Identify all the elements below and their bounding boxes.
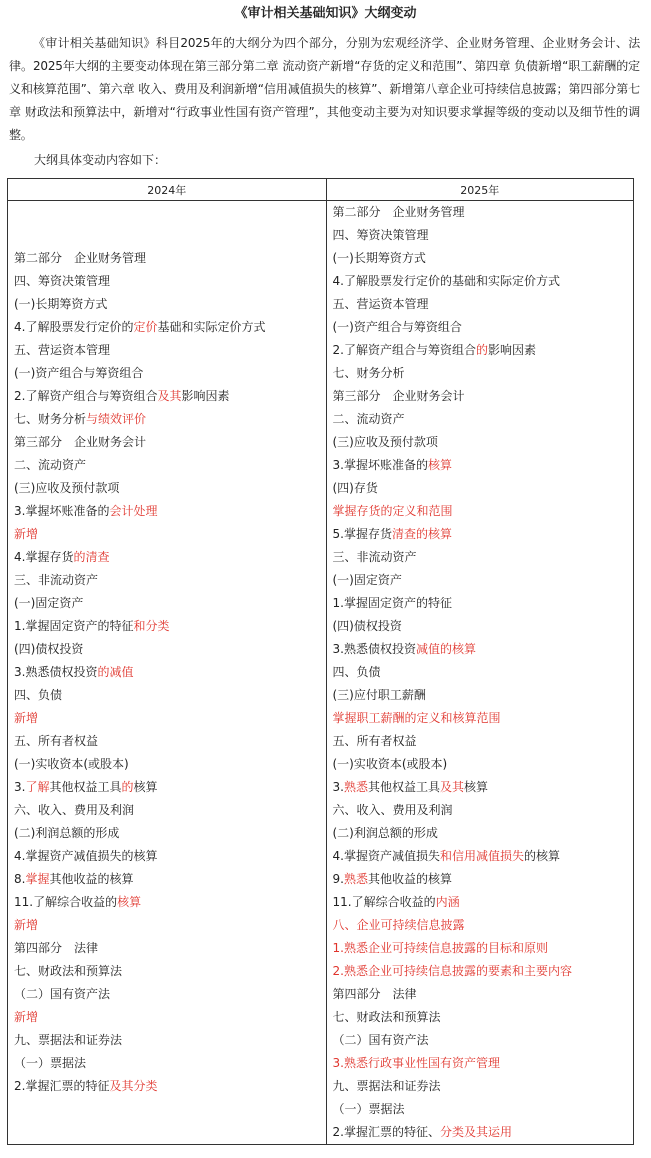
outline-text: 第二部分 企业财务管理 xyxy=(14,251,147,265)
table-header-row xyxy=(8,179,634,201)
outline-line xyxy=(333,385,630,408)
outline-line xyxy=(333,224,630,247)
changed-text: 八、企业可持续信息披露 xyxy=(332,918,465,932)
outline-text: (四)债权投资 xyxy=(14,642,84,656)
outline-text: 第二部分 企业财务管理 xyxy=(332,205,465,219)
outline-line xyxy=(333,477,630,500)
outline-text: 二、流动资产 xyxy=(332,412,405,426)
outline-text: (二)利润总额的形成 xyxy=(14,826,120,840)
outline-line xyxy=(14,1006,322,1029)
outline-line xyxy=(14,638,322,661)
outline-line xyxy=(333,339,630,362)
outline-line xyxy=(333,592,630,615)
outline-text: 9. xyxy=(332,872,344,886)
outline-line xyxy=(333,431,630,454)
outline-text: 三、非流动资产 xyxy=(332,550,417,564)
changed-text: 会计处理 xyxy=(109,504,158,518)
outline-text: 七、财务分析 xyxy=(14,412,87,426)
outline-line xyxy=(333,661,630,684)
section-subheading: 大纲具体变动内容如下： xyxy=(34,153,167,167)
column-header-2025: 2025年 xyxy=(326,179,634,201)
column-2024-content xyxy=(8,201,327,1145)
outline-line xyxy=(333,500,630,523)
outline-line xyxy=(14,983,322,1006)
outline-line xyxy=(333,1029,630,1052)
outline-line xyxy=(333,707,630,730)
outline-text: (四)存货 xyxy=(332,481,378,495)
outline-text: 六、收入、费用及利润 xyxy=(332,803,453,817)
outline-line xyxy=(333,638,630,661)
outline-text: 11.了解综合收益的 xyxy=(332,895,436,909)
outline-line xyxy=(14,684,322,707)
outline-text: 4.掌握资产减值损失的核算 xyxy=(14,849,158,863)
outline-text: 五、所有者权益 xyxy=(332,734,417,748)
outline-line xyxy=(333,845,630,868)
changed-text: 及其 xyxy=(157,389,182,403)
outline-line xyxy=(14,1052,322,1075)
outline-line xyxy=(333,1052,630,1075)
outline-text: 4.了解股票发行定价的 xyxy=(14,320,134,334)
outline-text: (二)利润总额的形成 xyxy=(332,826,438,840)
outline-line xyxy=(14,960,322,983)
outline-line xyxy=(14,868,322,891)
outline-text: (一)固定资产 xyxy=(14,596,84,610)
outline-line xyxy=(333,316,630,339)
outline-text: 2.掌握汇票的特征 xyxy=(14,1079,110,1093)
outline-line xyxy=(333,247,630,270)
changed-text: 核算 xyxy=(427,458,452,472)
outline-text: 影响因素 xyxy=(181,389,230,403)
changed-text: 3.熟悉行政事业性国有资产管理 xyxy=(332,1056,500,1070)
outline-text: (一)资产组合与筹资组合 xyxy=(14,366,144,380)
outline-line xyxy=(14,270,322,293)
outline-line xyxy=(14,523,322,546)
outline-text: （一）票据法 xyxy=(332,1102,405,1116)
outline-line xyxy=(333,523,630,546)
outline-text: （二）国有资产法 xyxy=(332,1033,429,1047)
outline-line xyxy=(14,224,322,247)
outline-comparison-table xyxy=(7,178,634,1145)
outline-text: 七、财政法和预算法 xyxy=(332,1010,441,1024)
outline-line xyxy=(14,891,322,914)
outline-line xyxy=(14,937,322,960)
changed-text: 熟悉 xyxy=(343,780,368,794)
outline-line xyxy=(333,1121,630,1144)
outline-text: 第四部分 法律 xyxy=(14,941,99,955)
changed-text: 2.熟悉企业可持续信息披露的要素和主要内容 xyxy=(332,964,572,978)
outline-text: 二、流动资产 xyxy=(14,458,87,472)
changed-text: 内涵 xyxy=(435,895,460,909)
outline-text: 第三部分 企业财务会计 xyxy=(332,389,465,403)
outline-text: 3.熟悉债权投资 xyxy=(14,665,98,679)
outline-line xyxy=(14,546,322,569)
outline-text: 3. xyxy=(332,780,344,794)
outline-line xyxy=(333,799,630,822)
changed-text: 清查的核算 xyxy=(391,527,452,541)
outline-line xyxy=(333,201,630,224)
outline-line xyxy=(333,293,630,316)
outline-text: 五、营运资本管理 xyxy=(14,343,111,357)
outline-text: 1.掌握固定资产的特征 xyxy=(332,596,452,610)
outline-line xyxy=(14,454,322,477)
outline-text: 核算 xyxy=(133,780,158,794)
changed-text: 与绩效评价 xyxy=(86,412,147,426)
outline-line xyxy=(333,891,630,914)
changed-text: 掌握职工薪酬的定义和核算范围 xyxy=(332,711,501,725)
outline-text: 五、营运资本管理 xyxy=(332,297,429,311)
changed-text: 新增 xyxy=(14,1010,39,1024)
changed-text: 的 xyxy=(475,343,488,357)
changed-text: 和信用减值损失 xyxy=(439,849,524,863)
outline-line xyxy=(14,339,322,362)
changed-text: 的清查 xyxy=(73,550,110,564)
outline-line xyxy=(14,247,322,270)
outline-line xyxy=(333,454,630,477)
outline-text: 第四部分 法律 xyxy=(332,987,417,1001)
outline-text: 其他收益的核算 xyxy=(49,872,134,886)
outline-line xyxy=(14,477,322,500)
outline-line xyxy=(333,937,630,960)
outline-text: 3.熟悉债权投资 xyxy=(332,642,416,656)
outline-line xyxy=(14,1029,322,1052)
outline-line xyxy=(333,362,630,385)
outline-line xyxy=(333,270,630,293)
outline-text: 其他收益的核算 xyxy=(367,872,452,886)
outline-text: 2.了解资产组合与筹资组合 xyxy=(332,343,476,357)
outline-text: 九、票据法和证券法 xyxy=(14,1033,123,1047)
outline-line xyxy=(333,408,630,431)
outline-line xyxy=(14,500,322,523)
outline-text: 九、票据法和证券法 xyxy=(332,1079,441,1093)
outline-text: (一)资产组合与筹资组合 xyxy=(332,320,462,334)
outline-line xyxy=(14,799,322,822)
table-body-row xyxy=(8,201,634,1145)
changed-text: 的减值 xyxy=(97,665,134,679)
outline-line xyxy=(14,569,322,592)
outline-text: 3.掌握坏账准备的 xyxy=(332,458,428,472)
outline-line xyxy=(333,615,630,638)
outline-line xyxy=(14,661,322,684)
changed-text: 新增 xyxy=(14,918,39,932)
outline-line xyxy=(14,385,322,408)
outline-line xyxy=(14,845,322,868)
outline-line xyxy=(14,1098,322,1121)
outline-text: 8. xyxy=(14,872,26,886)
outline-text: 3.掌握坏账准备的 xyxy=(14,504,110,518)
outline-text: 4.掌握存货 xyxy=(14,550,74,564)
outline-text: 5.掌握存货 xyxy=(332,527,392,541)
outline-line xyxy=(333,546,630,569)
outline-text: 1.掌握固定资产的特征 xyxy=(14,619,134,633)
outline-text: 4.了解股票发行定价的基础和实际定价方式 xyxy=(332,274,560,288)
outline-text: (四)债权投资 xyxy=(332,619,402,633)
outline-text: 基础和实际定价方式 xyxy=(157,320,266,334)
outline-text: (一)实收资本(或股本) xyxy=(332,757,448,771)
changed-text: 1.熟悉企业可持续信息披露的目标和原则 xyxy=(332,941,548,955)
outline-line xyxy=(333,983,630,1006)
changed-text: 了解 xyxy=(25,780,50,794)
outline-line xyxy=(333,684,630,707)
outline-line xyxy=(14,293,322,316)
outline-text: 的核算 xyxy=(523,849,560,863)
outline-text: (一)长期筹资方式 xyxy=(14,297,108,311)
outline-text: 四、负债 xyxy=(332,665,381,679)
outline-text: 四、筹资决策管理 xyxy=(332,228,429,242)
outline-text: 11.了解综合收益的 xyxy=(14,895,118,909)
outline-text: 第三部分 企业财务会计 xyxy=(14,435,147,449)
outline-text: 五、所有者权益 xyxy=(14,734,99,748)
column-2025-content xyxy=(326,201,634,1145)
outline-line xyxy=(14,316,322,339)
changed-text: 定价 xyxy=(133,320,158,334)
outline-text: (三)应收及预付款项 xyxy=(14,481,120,495)
outline-line xyxy=(333,1075,630,1098)
outline-text: 四、筹资决策管理 xyxy=(14,274,111,288)
changed-text: 减值的核算 xyxy=(415,642,476,656)
changed-text: 的 xyxy=(121,780,134,794)
outline-text: (三)应收及预付款项 xyxy=(332,435,438,449)
outline-line xyxy=(333,1098,630,1121)
outline-line xyxy=(333,753,630,776)
intro-paragraph: 《审计相关基础知识》科目2025年的大纲分为四个部分，分别为宏观经济学、企业财务管理、企业财务会计、法律。2025年大纲的主要变动体现在第三部分第二章 流动资产新增“存货的定义和范围”、第四章 负债新增“职工薪酬的定义和核算范围”、第六章 收入、费用及利润新增“信用减值损失的核算”、新增第八章企业可持续信息披露；第四部分第七章 财政法和预算法中，新增对“行政事业性国有资产管理”，其他变动主要为对知识要求掌握等级的变动以及细节性的调整。 xyxy=(9,36,640,142)
outline-text: 2.了解资产组合与筹资组合 xyxy=(14,389,158,403)
outline-text: (一)实收资本(或股本) xyxy=(14,757,129,771)
outline-line xyxy=(333,914,630,937)
outline-line xyxy=(14,201,322,224)
outline-text: 四、负债 xyxy=(14,688,63,702)
outline-text: （一）票据法 xyxy=(14,1056,87,1070)
changed-text: 分类及其运用 xyxy=(439,1125,512,1139)
outline-text: 七、财务分析 xyxy=(332,366,405,380)
outline-text: 3. xyxy=(14,780,26,794)
changed-text: 掌握 xyxy=(25,872,50,886)
outline-text: 2.掌握汇票的特征、 xyxy=(332,1125,440,1139)
outline-text: 4.掌握资产减值损失 xyxy=(332,849,440,863)
outline-line xyxy=(14,776,322,799)
outline-line xyxy=(14,431,322,454)
outline-text: 其他权益工具 xyxy=(49,780,122,794)
outline-text: 影响因素 xyxy=(487,343,536,357)
outline-line xyxy=(333,960,630,983)
page-title: 《审计相关基础知识》大纲变动 xyxy=(234,6,417,21)
changed-text: 新增 xyxy=(14,527,39,541)
changed-text: 核算 xyxy=(117,895,142,909)
outline-text: (一)长期筹资方式 xyxy=(332,251,426,265)
outline-line xyxy=(14,1075,322,1098)
outline-line xyxy=(333,868,630,891)
changed-text: 及其 xyxy=(439,780,464,794)
changed-text: 新增 xyxy=(14,711,39,725)
outline-text: 核算 xyxy=(464,780,489,794)
outline-line xyxy=(14,914,322,937)
changed-text: 掌握存货的定义和范围 xyxy=(332,504,453,518)
outline-line xyxy=(14,753,322,776)
outline-text: 六、收入、费用及利润 xyxy=(14,803,135,817)
outline-line xyxy=(14,592,322,615)
outline-line xyxy=(14,615,322,638)
outline-text: 三、非流动资产 xyxy=(14,573,99,587)
outline-line xyxy=(333,569,630,592)
outline-line xyxy=(333,730,630,753)
outline-line xyxy=(14,822,322,845)
changed-text: 及其分类 xyxy=(109,1079,158,1093)
outline-text: 七、财政法和预算法 xyxy=(14,964,123,978)
outline-line xyxy=(333,776,630,799)
changed-text: 熟悉 xyxy=(343,872,368,886)
outline-line xyxy=(333,1006,630,1029)
outline-line xyxy=(14,707,322,730)
outline-text: (三)应付职工薪酬 xyxy=(332,688,426,702)
column-header-2024: 2024年 xyxy=(8,179,327,201)
outline-line xyxy=(14,408,322,431)
outline-line xyxy=(14,730,322,753)
outline-text: (一)固定资产 xyxy=(332,573,402,587)
outline-text: （二）国有资产法 xyxy=(14,987,111,1001)
changed-text: 和分类 xyxy=(133,619,170,633)
outline-line xyxy=(333,822,630,845)
outline-line xyxy=(14,362,322,385)
outline-text: 其他权益工具 xyxy=(367,780,440,794)
